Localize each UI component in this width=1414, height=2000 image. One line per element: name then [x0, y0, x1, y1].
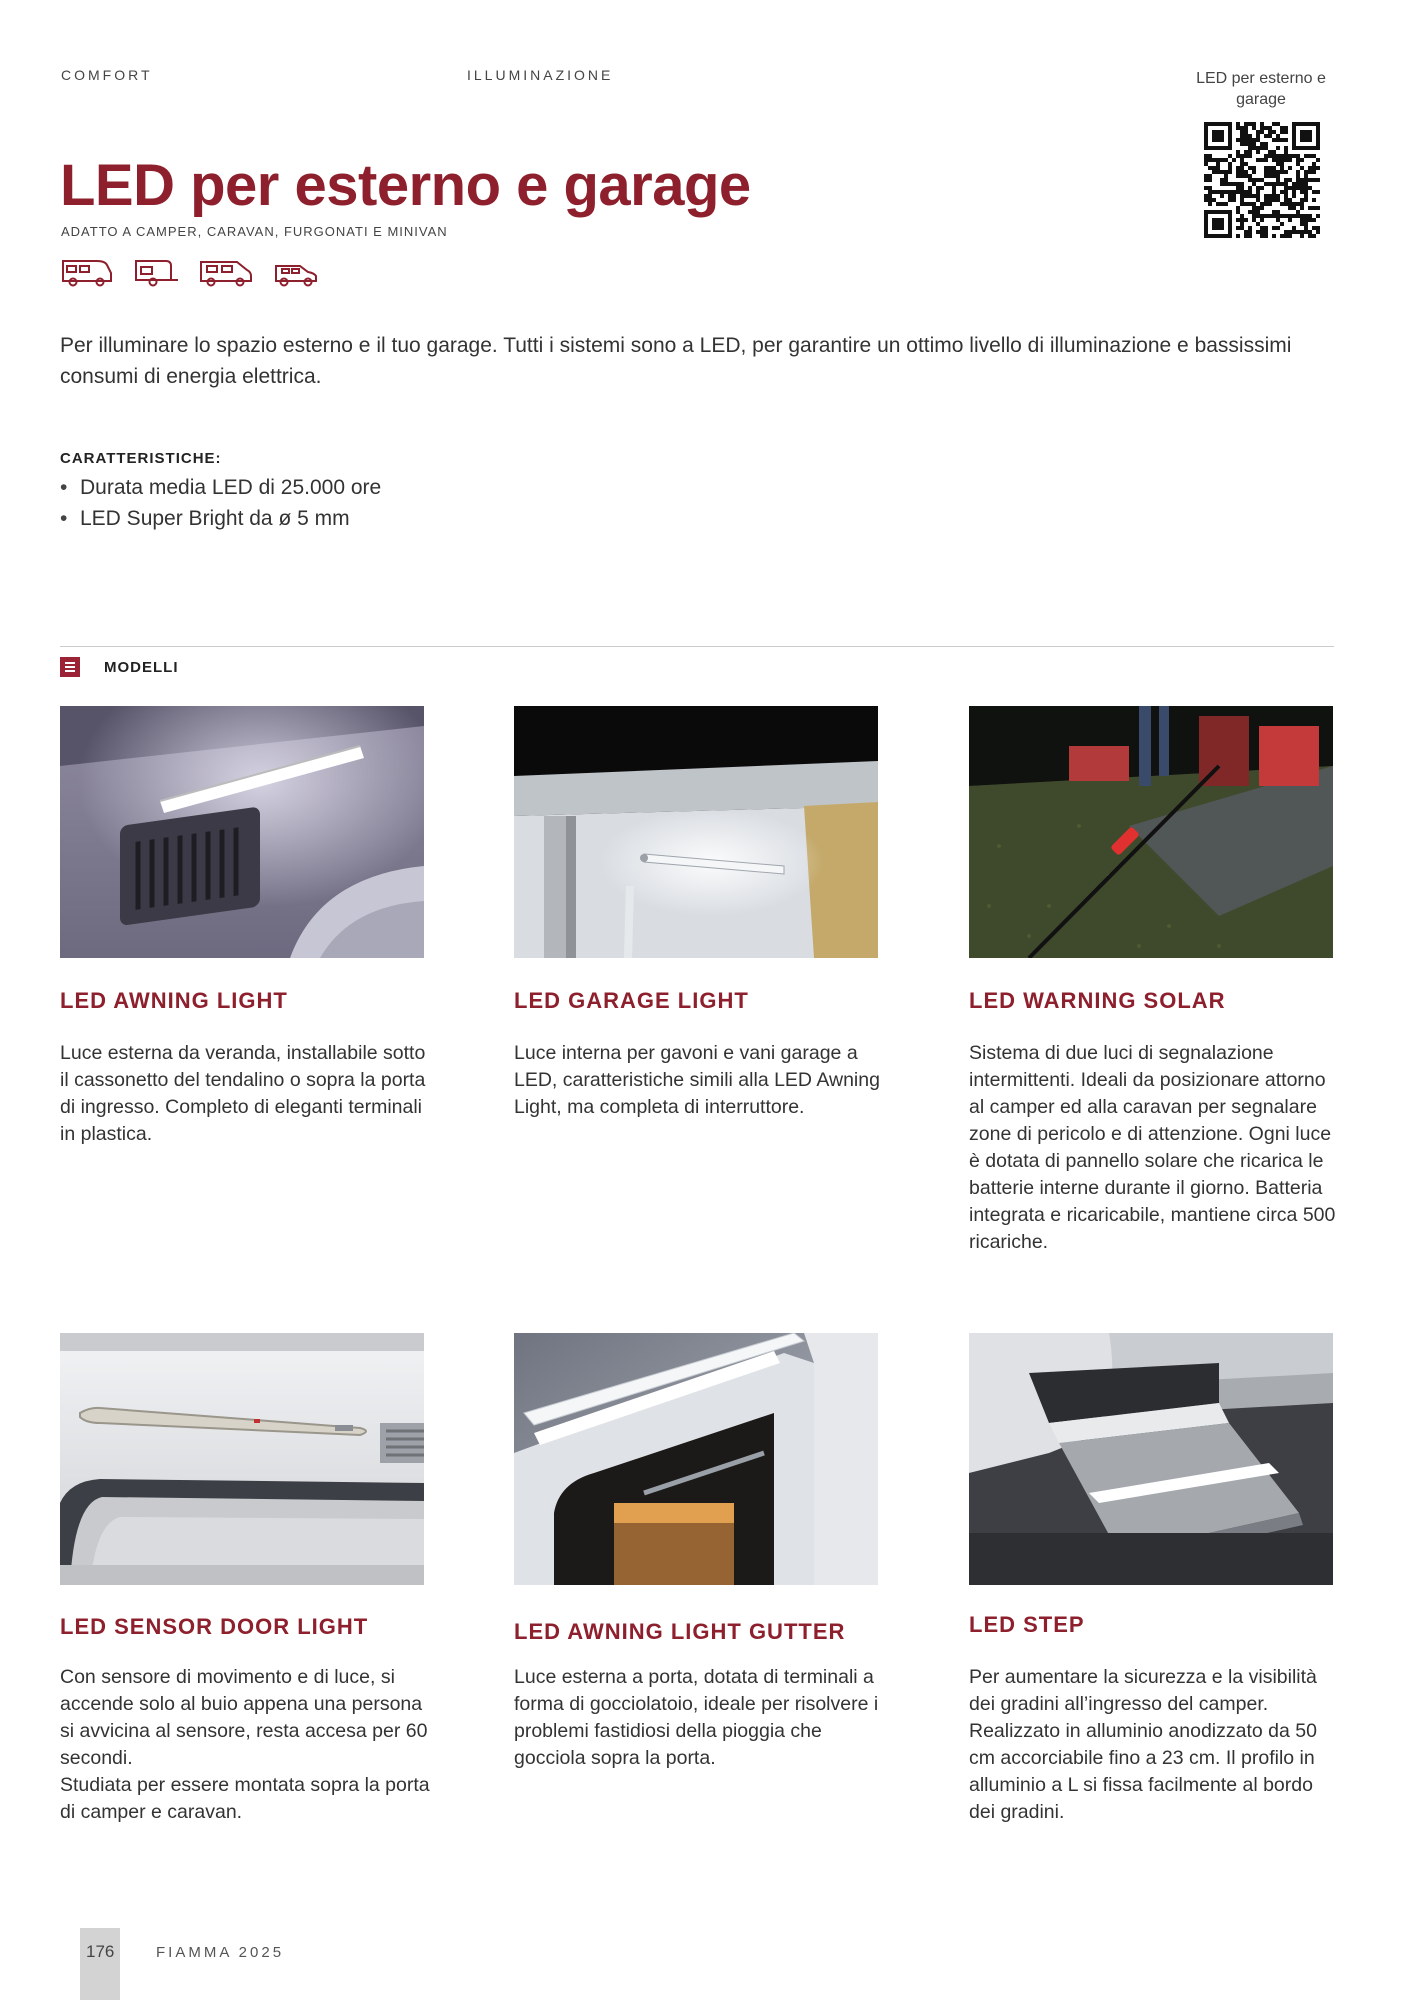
- section-divider: [60, 646, 1334, 647]
- motorhome-icon: [60, 256, 114, 288]
- product-description: Sistema di due luci di segnalazione intermittenti. Ideali da posizionare attorno al camper ed alla caravan per segnalare zone di pericolo e di attenzione. Ogni luce è dotata di pannello solare che ricarica le batterie interne durante il giorno. Batteria integrata e ricaricabile, mantiene circa 500 ricariche.: [969, 1042, 1336, 1253]
- photo-led-sensor-door-light: [60, 1333, 424, 1585]
- photo-led-garage-light: [514, 706, 878, 958]
- feature-item: • Durata media LED di 25.000 ore: [60, 472, 381, 503]
- product-description: Luce esterna a porta, dotata di terminali a forma di gocciolatoio, ideale per risolvere i problemi fastidiosi della pioggia che gocciola sopra la porta.: [514, 1666, 879, 1769]
- product-title: LED STEP: [969, 1612, 1085, 1637]
- section-label: COMFORT: [61, 67, 153, 83]
- qr-code[interactable]: [1204, 122, 1320, 238]
- page-number-tab: [80, 1928, 120, 2000]
- minivan-icon: [272, 256, 320, 288]
- vehicle-icons: [60, 256, 320, 288]
- photo-led-warning-solar: [969, 706, 1333, 958]
- footer-brand: FIAMMA 2025: [156, 1944, 285, 1961]
- product-description: Luce interna per gavoni e vani garage a LED, caratteristiche simili alla LED Awning Light, ma completa di interruttore.: [514, 1042, 880, 1118]
- feature-item: • LED Super Bright da ø 5 mm: [60, 503, 381, 534]
- photo-led-awning-light: [60, 706, 424, 958]
- category-label: ILLUMINAZIONE: [467, 67, 614, 83]
- product-title: LED GARAGE LIGHT: [514, 988, 749, 1013]
- photo-led-step: [969, 1333, 1333, 1585]
- page-title: LED per esterno e garage: [60, 153, 751, 218]
- list-icon: [60, 657, 80, 677]
- models-label: MODELLI: [104, 659, 179, 676]
- qr-caption: LED per esterno e garage: [1196, 70, 1326, 108]
- photo-led-awning-light-gutter: [514, 1333, 878, 1585]
- product-title: LED AWNING LIGHT GUTTER: [514, 1619, 846, 1644]
- page-number: 176: [86, 1942, 115, 1961]
- product-description: Luce esterna da veranda, installabile sotto il cassonetto del tendalino o sopra la porta di ingresso. Completo di eleganti terminali in plastica.: [60, 1042, 426, 1145]
- product-title: LED AWNING LIGHT: [60, 988, 288, 1013]
- features-list: [60, 472, 381, 534]
- intro-text: Per illuminare lo spazio esterno e il tuo garage. Tutti i sistemi sono a LED, per garantire un ottimo livello di illuminazione e bassissimi consumi di energia elettrica.: [60, 334, 1292, 388]
- features-title: CARATTERISTICHE:: [60, 450, 222, 467]
- page-subtitle: ADATTO A CAMPER, CARAVAN, FURGONATI E MINIVAN: [61, 224, 448, 239]
- caravan-icon: [132, 256, 180, 288]
- product-description: Per aumentare la sicurezza e la visibilità dei gradini all’ingresso del camper. Realizzato in alluminio anodizzato da 50 cm accorciabile fino a 23 cm. Il profilo in alluminio a L si fissa facilmente al bordo dei gradini.: [969, 1666, 1317, 1823]
- product-description: Con sensore di movimento e di luce, si accende solo al buio appena una persona si avvicina al sensore, resta accesa per 60 secondi. Studiata per essere montata sopra la porta di camper e caravan.: [60, 1666, 430, 1823]
- van-icon: [198, 256, 254, 288]
- product-title: LED SENSOR DOOR LIGHT: [60, 1614, 369, 1639]
- product-title: LED WARNING SOLAR: [969, 988, 1226, 1013]
